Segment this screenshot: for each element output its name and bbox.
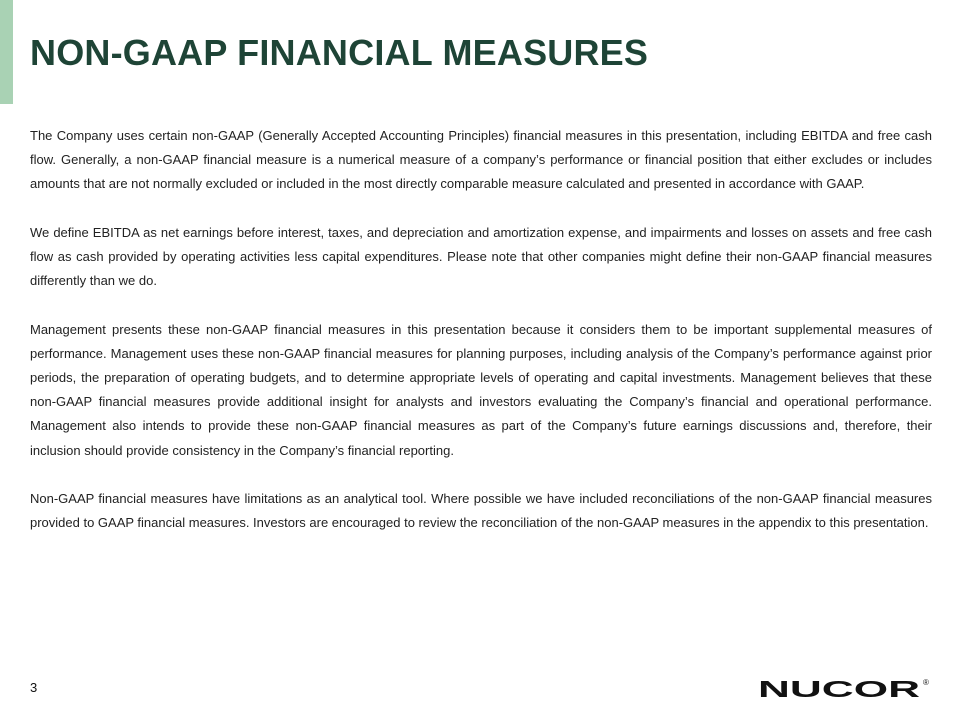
paragraph-4: Non-GAAP financial measures have limitations as an analytical tool. Where possible we have included reconciliations of the non-GAAP financial measures provided to GAAP financial measures. Investors are encouraged to review the reconciliation of the non-GAAP measures in the appendix to this presentation. (30, 491, 932, 531)
nucor-logo (756, 676, 932, 700)
body-text (30, 124, 932, 560)
logo-registered-mark: ® (923, 678, 929, 687)
page-number: 3 (30, 680, 38, 695)
slide-title: NON-GAAP FINANCIAL MEASURES (30, 32, 649, 73)
paragraph-3: Management presents these non-GAAP financial measures in this presentation because it considers them to be important supplemental measures of performance. Management uses these non-GAAP financial measures for planning purposes, including analysis of the Company’s performance against prior periods, the preparation of operating budgets, and to determine appropriate levels of operating and capital investments. Management believes that these non-GAAP financial measures provide additional insight for analysts and investors evaluating the Company’s financial and operational performance. Management also intends to provide these non-GAAP financial measures as part of the Company’s future earnings discussions and, therefore, their inclusion should provide consistency in the Company’s financial reporting. (30, 321, 932, 458)
paragraph-1: The Company uses certain non-GAAP (Generally Accepted Accounting Principles) financial measures in this presentation, including EBITDA and free cash flow. Generally, a non-GAAP financial measure is a numerical measure of a company’s performance or financial position that either excludes or includes amounts that are not normally excluded or included in the most directly comparable measure calculated and presented in accordance with GAAP. (30, 128, 932, 192)
paragraph-2: We define EBITDA as net earnings before interest, taxes, and depreciation and amortization expense, and impairments and losses on assets and free cash flow as cash provided by operating activities less capital expenditures. Please note that other companies might define their non-GAAP financial measures differently than we do. (30, 224, 932, 289)
logo-wordmark: NUCOR (758, 676, 921, 700)
accent-bar (0, 0, 13, 104)
